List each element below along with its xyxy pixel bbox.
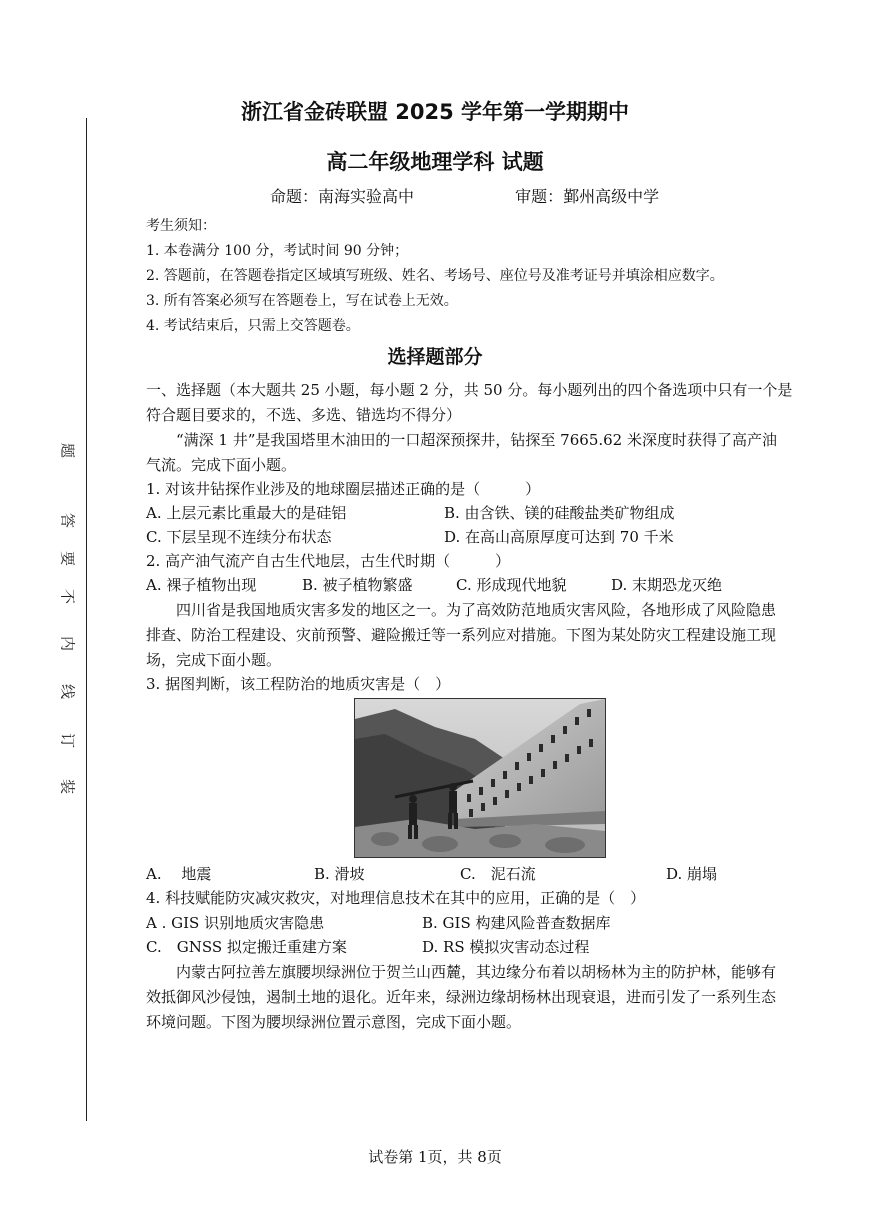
construction-site-photo — [354, 698, 606, 858]
side-note-char: 内 — [58, 635, 77, 651]
question-1-stem: 1. 对该井钻探作业涉及的地球圈层描述正确的是（ ） — [146, 480, 541, 498]
passage-line: “满深 1 井”是我国塔里木油田的一口超深预探井，钻探至 7665.62 米深度时获得了高产油 — [176, 431, 777, 449]
side-note-char: 不 — [58, 588, 77, 604]
side-note-char: 订 — [58, 732, 77, 748]
question-3-stem: 3. 据图判断，该工程防治的地质灾害是（ ） — [146, 675, 451, 693]
question-1-options — [146, 525, 826, 549]
notice-heading: 考生须知： — [146, 218, 216, 234]
question-4-stem: 4. 科技赋能防灾减灾救灾，对地理信息技术在其中的应用，正确的是（ ） — [146, 889, 646, 907]
question-3-options — [146, 862, 826, 886]
option-c: C. 下层呈现不连续分布状态 — [146, 528, 332, 546]
notice-item: 1. 本卷满分 100 分，考试时间 90 分钟； — [146, 243, 409, 259]
question-1-options — [146, 501, 826, 525]
notice-item: 3. 所有答案必须写在答题卷上，写在试卷上无效。 — [146, 293, 458, 309]
instructions-line: 符合题目要求的，不选、多选、错选均不得分） — [146, 406, 462, 424]
option-a: A . GIS 识别地质灾害隐患 — [146, 914, 325, 932]
side-note-char: 要 — [58, 550, 77, 566]
author: 命题：南海实验高中 — [270, 187, 415, 206]
option-d: D. 崩塌 — [666, 865, 718, 883]
question-2-options — [146, 573, 826, 597]
notice-item: 4. 考试结束后，只需上交答题卷。 — [146, 318, 360, 334]
option-b: B. 被子植物繁盛 — [302, 576, 413, 594]
option-a: A. 地震 — [146, 865, 212, 883]
passage-line: 效抵御风沙侵蚀，遏制土地的退化。近年来，绿洲边缘胡杨林出现衰退，进而引发了一系列生态 — [146, 988, 777, 1006]
question-2-stem: 2. 高产油气流产自古生代地层，古生代时期（ ） — [146, 552, 511, 570]
author-line — [270, 184, 659, 207]
side-note-char: 题 — [58, 442, 77, 458]
page-footer: 试卷第 1页，共 8页 — [368, 1148, 502, 1166]
side-note-char: 答 — [58, 512, 77, 528]
binding-margin-notes — [58, 0, 78, 1230]
option-b: B. GIS 构建风险普查数据库 — [422, 914, 611, 932]
binding-line — [86, 118, 87, 1121]
passage-line: 内蒙古阿拉善左旗腰坝绿洲位于贺兰山西麓，其边缘分布着以胡杨林为主的防护林，能够有 — [176, 963, 777, 981]
instructions-line: 一、选择题（本大题共 25 小题，每小题 2 分，共 50 分。每小题列出的四个备选项中只有一个是 — [146, 381, 793, 399]
option-c: C. GNSS 拟定搬迁重建方案 — [146, 938, 347, 956]
option-c: C. 泥石流 — [460, 865, 536, 883]
exam-notice — [146, 214, 826, 339]
passage-line: 场，完成下面小题。 — [146, 651, 282, 669]
option-b: B. 由含铁、镁的硅酸盐类矿物组成 — [444, 504, 675, 522]
notice-item: 2. 答题前，在答题卷指定区域填写班级、姓名、考场号、座位号及准考证号并填涂相应数字。 — [146, 268, 724, 284]
passage-line: 气流。完成下面小题。 — [146, 456, 297, 474]
option-a: A. 裸子植物出现 — [146, 576, 257, 594]
side-note-char: 线 — [58, 683, 77, 699]
question-4-options — [146, 911, 826, 935]
exam-subtitle: 高二年级地理学科 试题 — [326, 150, 544, 174]
option-d: D. RS 模拟灾害动态过程 — [422, 938, 590, 956]
construction-photo-illustration — [355, 699, 605, 857]
reviewer: 审题：鄞州高级中学 — [515, 187, 660, 206]
option-d: D. 末期恐龙灭绝 — [611, 576, 723, 594]
option-d: D. 在高山高原厚度可达到 70 千米 — [444, 528, 674, 546]
passage-line: 四川省是我国地质灾害多发的地区之一。为了高效防范地质灾害风险，各地形成了风险隐患 — [176, 601, 777, 619]
option-b: B. 滑坡 — [314, 865, 365, 883]
passage-line: 环境问题。下图为腰坝绿洲位置示意图，完成下面小题。 — [146, 1013, 522, 1031]
option-a: A. 上层元素比重最大的是硅铝 — [146, 504, 347, 522]
section-title: 选择题部分 — [387, 346, 483, 368]
passage-line: 排查、防治工程建设、灾前预警、避险搬迁等一系列应对措施。下图为某处防灾工程建设施工现 — [146, 626, 777, 644]
exam-title: 浙江省金砖联盟 2025 学年第一学期期中 — [240, 100, 630, 124]
question-4-options — [146, 935, 826, 959]
side-note-char: 装 — [58, 778, 77, 794]
option-c: C. 形成现代地貌 — [456, 576, 567, 594]
